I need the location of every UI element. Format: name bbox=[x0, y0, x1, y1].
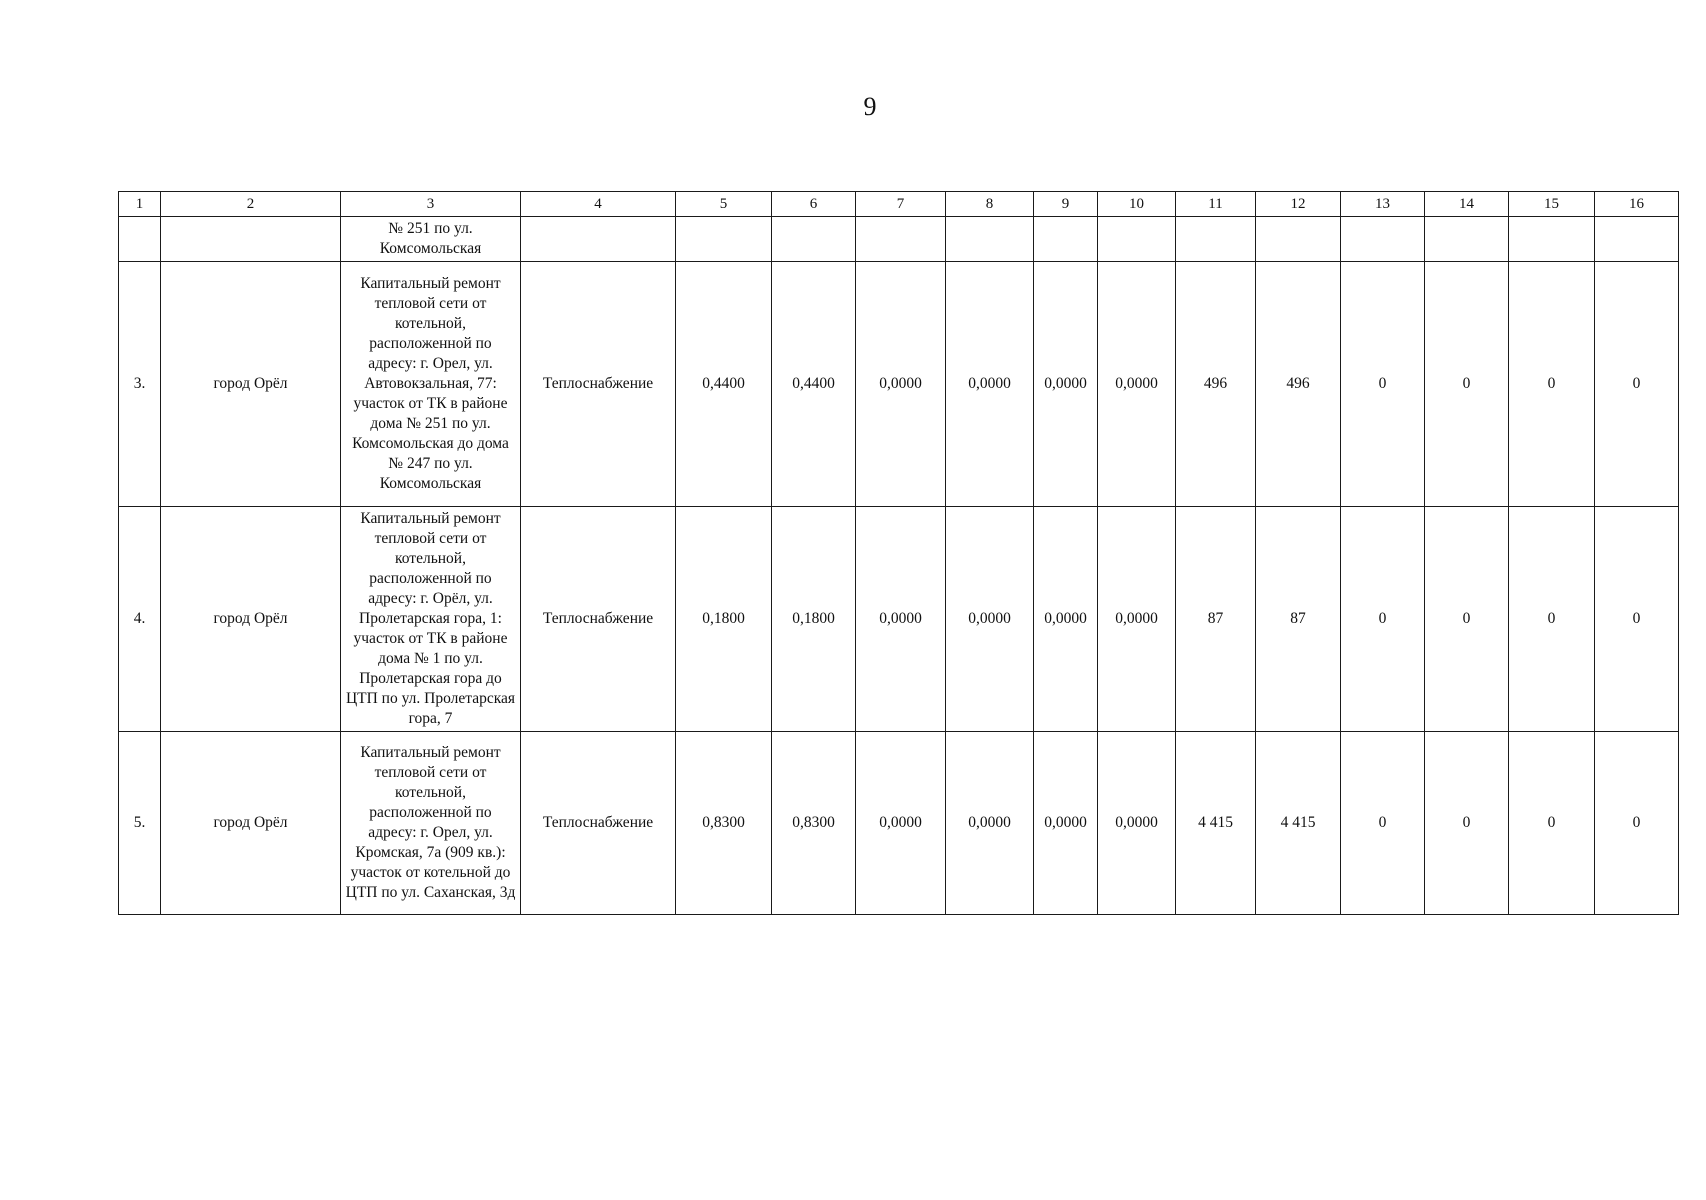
cell-value: 4 415 bbox=[1176, 732, 1256, 915]
column-header: 16 bbox=[1595, 192, 1679, 217]
cell-value: 0,0000 bbox=[856, 732, 946, 915]
cell-description: Капитальный ремонт тепловой сети от котельной, расположенной по адресу: г. Орел, ул. Автовокзальная, 77: участок от ТК в районе дома № 251 по ул. Комсомольская до дома № 247 по ул. Комсомольская bbox=[341, 262, 521, 507]
cell-value: 0,0000 bbox=[1098, 732, 1176, 915]
cell-value: 87 bbox=[1256, 507, 1341, 732]
cell-empty bbox=[772, 217, 856, 262]
cell-empty bbox=[676, 217, 772, 262]
cell-empty bbox=[1341, 217, 1425, 262]
cell-empty bbox=[1256, 217, 1341, 262]
cell-value: 0,4400 bbox=[772, 262, 856, 507]
cell-municipality: город Орёл bbox=[161, 507, 341, 732]
cell-empty bbox=[1595, 217, 1679, 262]
cell-value: 0 bbox=[1509, 262, 1595, 507]
cell-type: Теплоснабжение bbox=[521, 507, 676, 732]
cell-empty bbox=[1098, 217, 1176, 262]
data-table bbox=[118, 191, 1679, 915]
cell-value: 496 bbox=[1176, 262, 1256, 507]
cell-value-text: 0,0000 bbox=[1044, 375, 1087, 392]
cell-number: 3. bbox=[119, 262, 161, 507]
column-header: 7 bbox=[856, 192, 946, 217]
cell-description: Капитальный ремонт тепловой сети от котельной, расположенной по адресу: г. Орел, ул. Кромская, 7а (909 кв.): участок от котельной до ЦТП по ул. Саханская, 3д bbox=[341, 732, 521, 915]
column-header: 15 bbox=[1509, 192, 1595, 217]
cell-empty bbox=[1509, 217, 1595, 262]
cell-empty bbox=[1176, 217, 1256, 262]
cell-empty bbox=[1034, 217, 1098, 262]
cell-value bbox=[1034, 262, 1098, 507]
cell-value: 0 bbox=[1425, 262, 1509, 507]
column-header: 11 bbox=[1176, 192, 1256, 217]
cell-value: 0 bbox=[1341, 507, 1425, 732]
column-header: 3 bbox=[341, 192, 521, 217]
column-header: 6 bbox=[772, 192, 856, 217]
cell-value: 87 bbox=[1176, 507, 1256, 732]
cell-value: 0 bbox=[1509, 732, 1595, 915]
cell-type: Теплоснабжение bbox=[521, 732, 676, 915]
cell-value: 0,1800 bbox=[772, 507, 856, 732]
cell-value: 0,0000 bbox=[946, 732, 1034, 915]
cell-description: Капитальный ремонт тепловой сети от котельной, расположенной по адресу: г. Орёл, ул. Пролетарская гора, 1: участок от ТК в районе дома № 1 по ул. Пролетарская гора до ЦТП по ул. Пролетарская гора, 7 bbox=[341, 507, 521, 732]
column-header: 12 bbox=[1256, 192, 1341, 217]
cell-value: 0,0000 bbox=[856, 507, 946, 732]
cell-empty bbox=[119, 217, 161, 262]
cell-value: 0 bbox=[1341, 262, 1425, 507]
column-header: 2 bbox=[161, 192, 341, 217]
column-header: 9 bbox=[1034, 192, 1098, 217]
cell-value: 0,8300 bbox=[676, 732, 772, 915]
cell-empty bbox=[1425, 217, 1509, 262]
cell-value: 0,1800 bbox=[676, 507, 772, 732]
column-header: 10 bbox=[1098, 192, 1176, 217]
cell-description: № 251 по ул. Комсомольская bbox=[341, 217, 521, 262]
cell-value: 0 bbox=[1425, 507, 1509, 732]
cell-value: 4 415 bbox=[1256, 732, 1341, 915]
cell-empty bbox=[521, 217, 676, 262]
cell-municipality: город Орёл bbox=[161, 732, 341, 915]
cell-value: 0 bbox=[1425, 732, 1509, 915]
cell-type: Теплоснабжение bbox=[521, 262, 676, 507]
cell-value: 496 bbox=[1256, 262, 1341, 507]
cell-empty bbox=[856, 217, 946, 262]
cell-value: 0,0000 bbox=[1098, 507, 1176, 732]
page-number: 9 bbox=[863, 92, 877, 121]
column-header: 4 bbox=[521, 192, 676, 217]
cell-value: 0,0000 bbox=[1098, 262, 1176, 507]
column-header: 14 bbox=[1425, 192, 1509, 217]
cell-value: 0 bbox=[1595, 507, 1679, 732]
cell-value bbox=[1034, 507, 1098, 732]
cell-empty bbox=[161, 217, 341, 262]
cell-number: 5. bbox=[119, 732, 161, 915]
table-row bbox=[119, 262, 1679, 507]
cell-value-text: 0,0000 bbox=[1044, 610, 1087, 627]
cell-empty bbox=[946, 217, 1034, 262]
column-header: 13 bbox=[1341, 192, 1425, 217]
cell-value: 0 bbox=[1595, 262, 1679, 507]
column-header: 1 bbox=[119, 192, 161, 217]
header-row bbox=[119, 192, 1679, 217]
table-row-continuation bbox=[119, 217, 1679, 262]
cell-value: 0,8300 bbox=[772, 732, 856, 915]
cell-number: 4. bbox=[119, 507, 161, 732]
cell-municipality: город Орёл bbox=[161, 262, 341, 507]
cell-value: 0,4400 bbox=[676, 262, 772, 507]
cell-value-text: 0,0000 bbox=[1044, 814, 1087, 831]
table-row bbox=[119, 732, 1679, 915]
cell-value: 0 bbox=[1341, 732, 1425, 915]
cell-value: 0,0000 bbox=[946, 507, 1034, 732]
table-row bbox=[119, 507, 1679, 732]
cell-value: 0 bbox=[1509, 507, 1595, 732]
cell-value: 0 bbox=[1595, 732, 1679, 915]
column-header: 5 bbox=[676, 192, 772, 217]
column-header: 8 bbox=[946, 192, 1034, 217]
cell-value: 0,0000 bbox=[946, 262, 1034, 507]
cell-value bbox=[1034, 732, 1098, 915]
cell-value: 0,0000 bbox=[856, 262, 946, 507]
